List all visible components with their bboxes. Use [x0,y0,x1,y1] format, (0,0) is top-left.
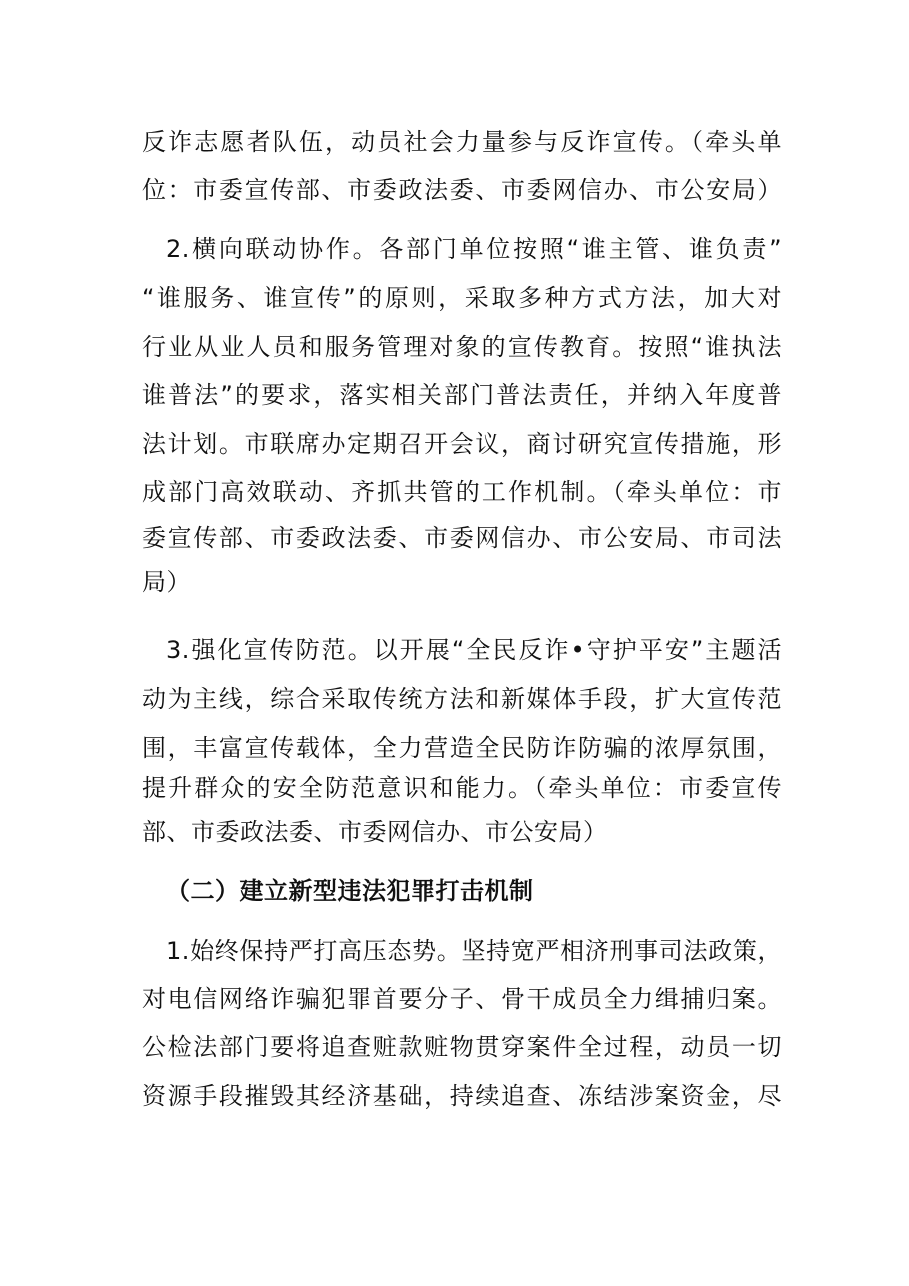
section-heading: （二）建立新型违法犯罪打击机制 [166,877,534,905]
text-line: 部、市委政法委、市委网信办、市公安局） [142,818,608,846]
paragraph-start-line: 1.始终保持严打高压态势。坚持宽严相济刑事司法政策， [166,937,782,965]
text-line: 公检法部门要将追查赃款赃物贯穿案件全过程，动员一切 [142,1033,782,1061]
text-line: 局） [142,568,191,596]
text-line: 对电信网络诈骗犯罪首要分子、骨干成员全力缉捕归案。 [142,985,782,1013]
text-line: 动为主线，综合采取传统方法和新媒体手段，扩大宣传范 [142,685,782,713]
text-line: “谁服务、谁宣传”的原则，采取多种方式方法，加大对 [142,284,782,312]
text-line: 反诈志愿者队伍，动员社会力量参与反诈宣传。（牵头单 [142,128,782,156]
text-line: 位：市委宣传部、市委政法委、市委网信办、市公安局） [142,176,782,204]
text-line: 谁普法”的要求，落实相关部门普法责任，并纳入年度普 [142,381,782,409]
text-line: 成部门高效联动、齐抓共管的工作机制。（牵头单位：市 [142,478,782,506]
text-line: 行业从业人员和服务管理对象的宣传教育。按照“谁执法 [142,333,782,361]
text-line: 围，丰富宣传载体，全力营造全民防诈防骗的浓厚氛围， [142,734,782,762]
text-line: 资源手段摧毁其经济基础，持续追查、冻结涉案资金，尽 [142,1082,782,1110]
text-line: 法计划。市联席办定期召开会议，商讨研究宣传措施，形 [142,430,782,458]
text-line: 委宣传部、市委政法委、市委网信办、市公安局、市司法 [142,524,782,552]
paragraph-start-line: 3.强化宣传防范。以开展“全民反诈•守护平安”主题活 [166,636,782,664]
text-line: 提升群众的安全防范意识和能力。（牵头单位：市委宣传 [142,774,782,802]
paragraph-start-line: 2.横向联动协作。各部门单位按照“谁主管、谁负责” [166,235,782,263]
